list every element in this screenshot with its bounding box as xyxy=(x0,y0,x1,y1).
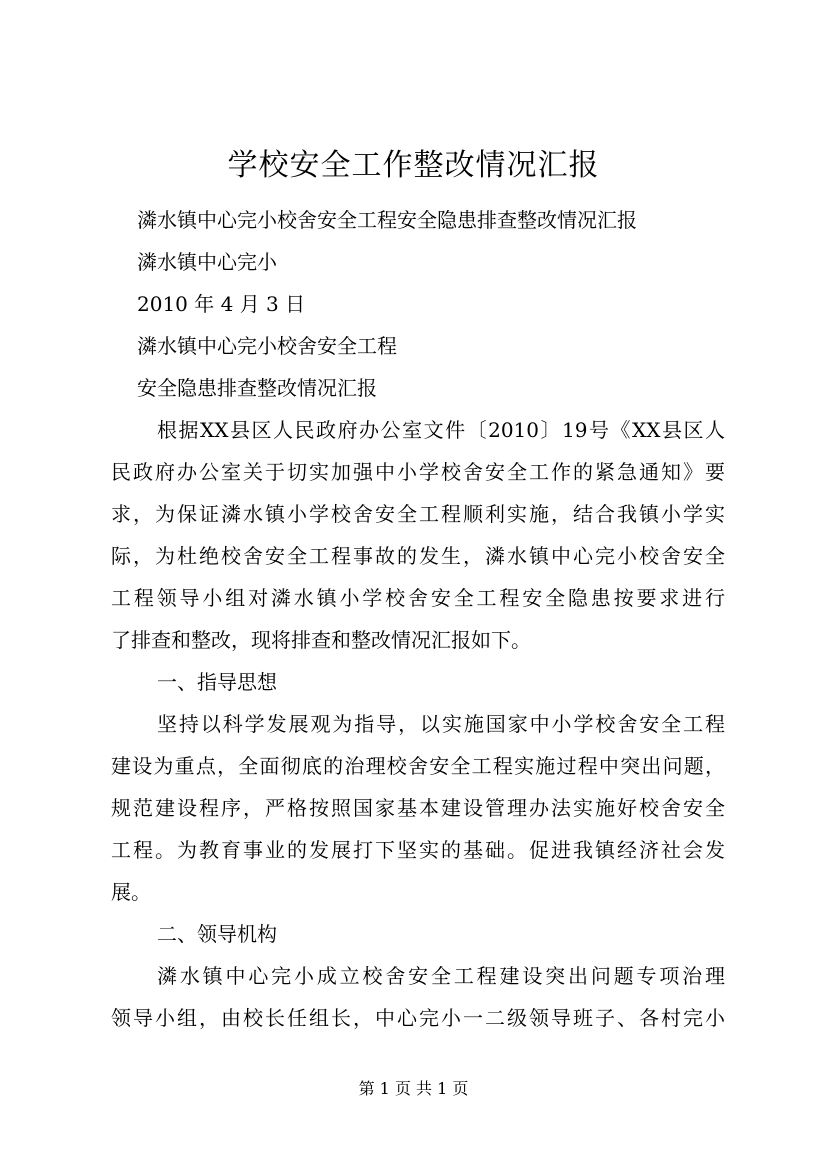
text-line: 工程。为教育事业的发展打下坚实的基础。促进我镇经济社会发 xyxy=(111,838,725,862)
text-line: 2010 年 4 月 3 日 xyxy=(137,292,306,316)
text-line: 了排查和整改，现将排查和整改情况汇报如下。 xyxy=(111,628,531,652)
text-line: 潾水镇中心完小成立校舍安全工程建设突出问题专项治理 xyxy=(157,964,725,988)
document-body xyxy=(111,199,725,1039)
text-line: 潾水镇中心完小 xyxy=(137,250,277,274)
text-line: 潾水镇中心完小校舍安全工程安全隐患排查整改情况汇报 xyxy=(137,208,637,232)
text-line: 安全隐患排查整改情况汇报 xyxy=(137,376,377,400)
text-line: 根据XX县区人民政府办公室文件〔2010〕19号《XX县区人 xyxy=(157,418,725,442)
text-line: 展。 xyxy=(111,880,151,904)
text-line: 际，为杜绝校舍安全工程事故的发生，潾水镇中心完小校舍安全 xyxy=(111,544,725,568)
text-line: 建设为重点，全面彻底的治理校舍安全工程实施过程中突出问题， xyxy=(111,754,725,778)
text-line: 求，为保证潾水镇小学校舍安全工程顺利实施，结合我镇小学实 xyxy=(111,502,725,526)
text-line: 工程领导小组对潾水镇小学校舍安全工程安全隐患按要求进行 xyxy=(111,586,725,610)
text-line: 规范建设程序，严格按照国家基本建设管理办法实施好校舍安全 xyxy=(111,796,725,820)
text-line: 领导小组，由校长任组长，中心完小一二级领导班子、各村完小 xyxy=(111,1006,725,1030)
text-line: 民政府办公室关于切实加强中小学校舍安全工作的紧急通知》要 xyxy=(111,460,725,484)
text-line: 二、领导机构 xyxy=(157,922,277,946)
text-line: 坚持以科学发展观为指导，以实施国家中小学校舍安全工程 xyxy=(157,712,725,736)
document-title: 学校安全工作整改情况汇报 xyxy=(227,148,600,183)
text-line: 潾水镇中心完小校舍安全工程 xyxy=(137,334,397,358)
text-line: 一、指导思想 xyxy=(157,670,277,694)
page-footer: 第 1 页 共 1 页 xyxy=(358,1079,469,1098)
